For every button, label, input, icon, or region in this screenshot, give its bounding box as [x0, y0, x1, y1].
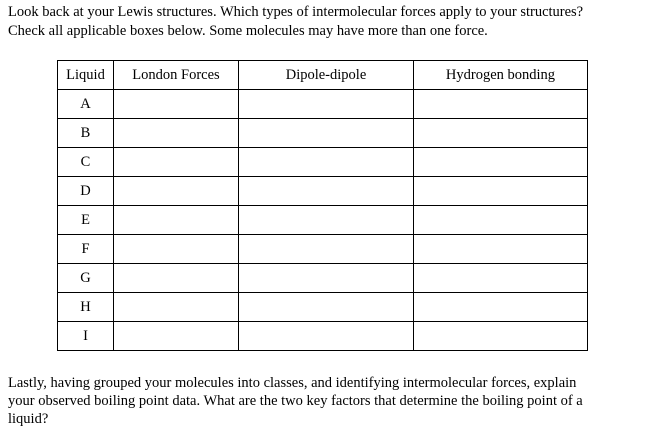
liquid-label: C [58, 148, 114, 177]
dipole-dipole-checkbox-cell[interactable] [239, 322, 414, 351]
header-hydrogen-bonding: Hydrogen bonding [414, 61, 588, 90]
header-liquid: Liquid [58, 61, 114, 90]
dipole-dipole-checkbox-cell[interactable] [239, 119, 414, 148]
table-row [58, 119, 588, 148]
liquid-label: A [58, 90, 114, 119]
header-london-forces: London Forces [114, 61, 239, 90]
header-dipole-dipole: Dipole-dipole [239, 61, 414, 90]
hydrogen-bonding-checkbox-cell[interactable] [414, 322, 588, 351]
hydrogen-bonding-checkbox-cell[interactable] [414, 119, 588, 148]
instructions-paragraph [8, 3, 653, 41]
instructions-line-2: Check all applicable boxes below. Some molecules may have more than one force. [8, 23, 488, 39]
hydrogen-bonding-checkbox-cell[interactable] [414, 264, 588, 293]
hydrogen-bonding-checkbox-cell[interactable] [414, 148, 588, 177]
dipole-dipole-checkbox-cell[interactable] [239, 177, 414, 206]
table-row [58, 322, 588, 351]
question-line-1: Lastly, having grouped your molecules into classes, and identifying intermolecular forces, explain [8, 375, 577, 391]
london-forces-checkbox-cell[interactable] [114, 119, 239, 148]
liquid-label: H [58, 293, 114, 322]
table-row [58, 90, 588, 119]
dipole-dipole-checkbox-cell[interactable] [239, 293, 414, 322]
hydrogen-bonding-checkbox-cell[interactable] [414, 293, 588, 322]
liquid-label: F [58, 235, 114, 264]
london-forces-checkbox-cell[interactable] [114, 235, 239, 264]
hydrogen-bonding-checkbox-cell[interactable] [414, 90, 588, 119]
dipole-dipole-checkbox-cell[interactable] [239, 148, 414, 177]
london-forces-checkbox-cell[interactable] [114, 177, 239, 206]
liquid-label: B [58, 119, 114, 148]
london-forces-checkbox-cell[interactable] [114, 264, 239, 293]
hydrogen-bonding-checkbox-cell[interactable] [414, 235, 588, 264]
question-line-2: your observed boiling point data. What are the two key factors that determine the boiling point of a [8, 393, 583, 409]
liquid-label: E [58, 206, 114, 235]
question-line-3: liquid? [8, 411, 49, 427]
table-header-row [58, 61, 588, 90]
instructions-line-1: Look back at your Lewis structures. Which types of intermolecular forces apply to your structures? [8, 4, 584, 20]
table-row [58, 206, 588, 235]
dipole-dipole-checkbox-cell[interactable] [239, 235, 414, 264]
table-row [58, 264, 588, 293]
table-row [58, 293, 588, 322]
table-row [58, 177, 588, 206]
liquid-label: I [58, 322, 114, 351]
hydrogen-bonding-checkbox-cell[interactable] [414, 177, 588, 206]
dipole-dipole-checkbox-cell[interactable] [239, 264, 414, 293]
london-forces-checkbox-cell[interactable] [114, 148, 239, 177]
london-forces-checkbox-cell[interactable] [114, 322, 239, 351]
liquid-label: G [58, 264, 114, 293]
dipole-dipole-checkbox-cell[interactable] [239, 90, 414, 119]
table-row [58, 235, 588, 264]
london-forces-checkbox-cell[interactable] [114, 293, 239, 322]
dipole-dipole-checkbox-cell[interactable] [239, 206, 414, 235]
london-forces-checkbox-cell[interactable] [114, 90, 239, 119]
hydrogen-bonding-checkbox-cell[interactable] [414, 206, 588, 235]
london-forces-checkbox-cell[interactable] [114, 206, 239, 235]
question-paragraph [8, 374, 653, 428]
intermolecular-forces-table [57, 60, 588, 351]
liquid-label: D [58, 177, 114, 206]
table-row [58, 148, 588, 177]
